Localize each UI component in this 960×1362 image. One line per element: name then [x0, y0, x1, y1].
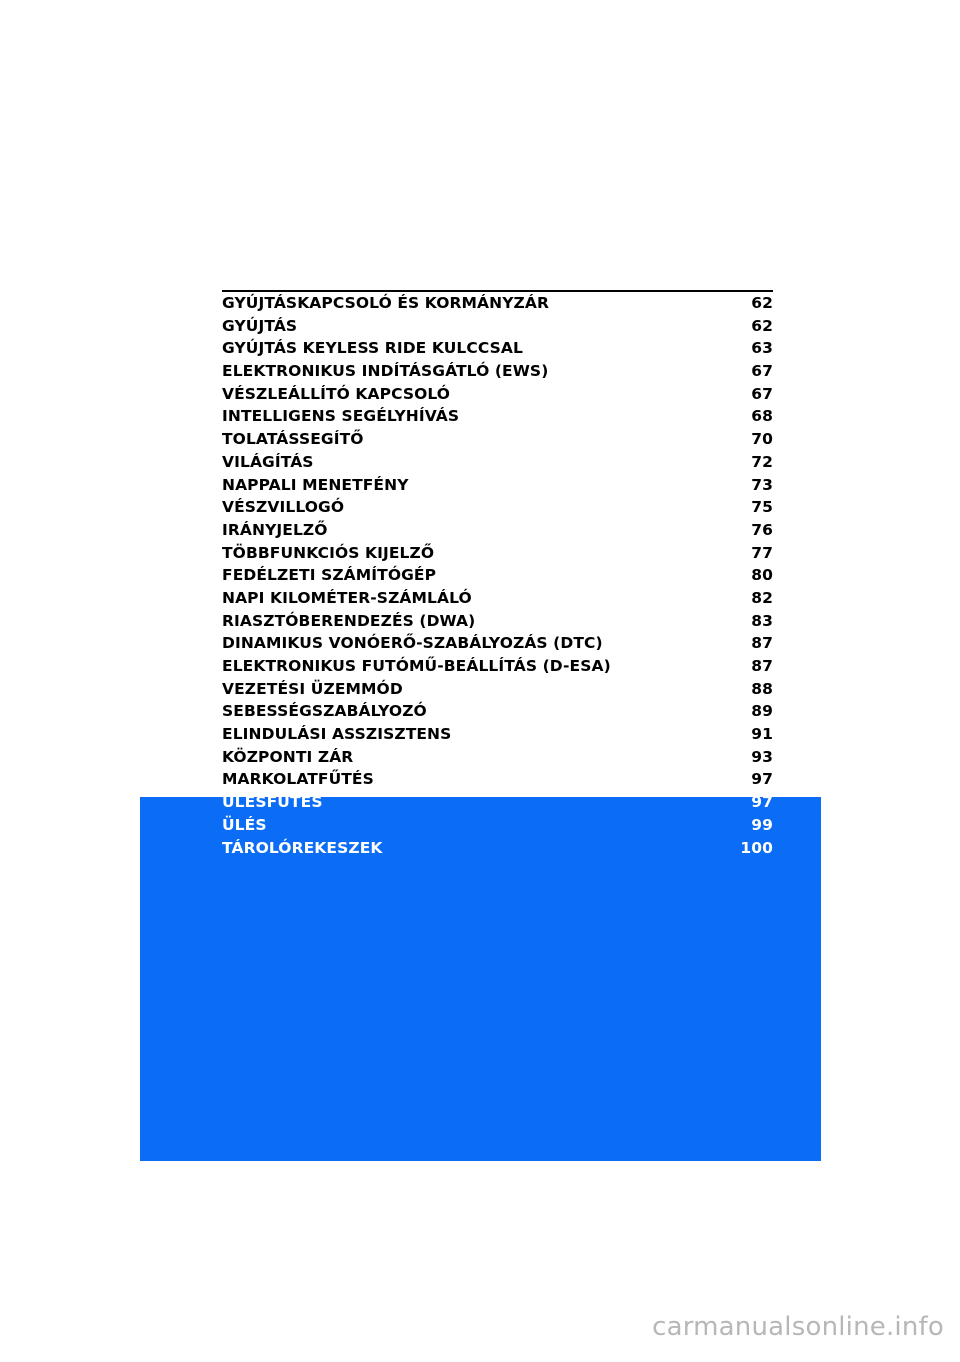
toc-entry[interactable]: [222, 292, 773, 315]
toc-entry-title: DINAMIKUS VONÓERŐ-SZABÁLYOZÁS (DTC): [222, 634, 603, 653]
toc-entry-page: 63: [751, 339, 773, 358]
toc-entry-title: ELEKTRONIKUS INDÍTÁSGÁTLÓ (EWS): [222, 362, 549, 381]
watermark: carmanualsonline.info: [652, 1312, 944, 1342]
toc-entry-page: 99: [751, 815, 773, 834]
toc-entry[interactable]: [222, 496, 773, 519]
toc-entry-page: 77: [751, 543, 773, 562]
toc-entry[interactable]: [222, 337, 773, 360]
toc-entry[interactable]: [222, 360, 773, 383]
toc-entry-title: VILÁGÍTÁS: [222, 452, 314, 471]
toc-entry[interactable]: [222, 655, 773, 678]
toc-entry-page: 93: [751, 747, 773, 766]
toc-entry[interactable]: [222, 723, 773, 746]
toc-entry-title: ÜLÉSFŰTÉS: [222, 793, 323, 812]
toc-entry-page: 72: [751, 452, 773, 471]
toc-entry-page: 88: [751, 679, 773, 698]
toc-entry[interactable]: [222, 632, 773, 655]
toc-entry-page: 100: [740, 838, 773, 857]
toc-entry[interactable]: [222, 315, 773, 338]
toc-entry-title: ELEKTRONIKUS FUTÓMŰ-BEÁLLÍTÁS (D-ESA): [222, 657, 611, 675]
toc-entry[interactable]: [222, 610, 773, 633]
toc-entry-title: NAPI KILOMÉTER-SZÁMLÁLÓ: [222, 588, 472, 607]
toc-entry-page: 67: [751, 362, 773, 381]
toc-entry[interactable]: [222, 564, 773, 587]
toc-entry-page: 67: [751, 384, 773, 403]
toc-entry-page: 87: [751, 634, 773, 653]
toc-entry-page: 91: [751, 725, 773, 744]
toc-entry[interactable]: [222, 405, 773, 428]
toc-entry-page: 76: [751, 520, 773, 539]
toc-entry-page: 70: [751, 430, 773, 449]
toc-entry-page: 82: [751, 588, 773, 607]
toc-entry-page: 89: [751, 702, 773, 721]
toc-entry-title: IRÁNYJELZŐ: [222, 520, 328, 539]
toc-entry-title: GYÚJTÁSKAPCSOLÓ ÉS KORMÁNYZÁR: [222, 294, 550, 312]
toc-entry-title: FEDÉLZETI SZÁMÍTÓGÉP: [222, 566, 437, 585]
toc-entry-title: VÉSZVILLOGÓ: [222, 498, 345, 517]
toc-entry-page: 75: [751, 498, 773, 517]
toc-entry[interactable]: [222, 700, 773, 723]
toc-entry[interactable]: [222, 383, 773, 406]
toc-entry-title: VÉSZLEÁLLÍTÓ KAPCSOLÓ: [222, 384, 451, 403]
toc-entry-page: 62: [751, 316, 773, 335]
toc-entry-title: ELINDULÁSI ASSZISZTENS: [222, 725, 452, 744]
toc-entry-highlighted[interactable]: [222, 791, 773, 814]
toc-entry-page: 83: [751, 611, 773, 630]
toc-entry-title: SEBESSÉGSZABÁLYOZÓ: [222, 702, 427, 721]
toc-entry-title: ÜLÉS: [222, 815, 267, 834]
toc-entry-title: TÖBBFUNKCIÓS KIJELZŐ: [222, 543, 435, 562]
toc-entry-highlighted[interactable]: [222, 837, 773, 860]
toc-entry-page: 87: [751, 657, 773, 675]
toc-entry[interactable]: [222, 428, 773, 451]
toc-entry[interactable]: [222, 587, 773, 610]
toc-entry-title: RIASZTÓBERENDEZÉS (DWA): [222, 611, 476, 630]
toc-entry[interactable]: [222, 451, 773, 474]
toc-entry-page: 73: [751, 475, 773, 494]
toc-entry-title: KÖZPONTI ZÁR: [222, 747, 354, 766]
toc-entry[interactable]: [222, 519, 773, 542]
toc-entry-title: VEZETÉSI ÜZEMMÓD: [222, 679, 403, 698]
toc-entry[interactable]: [222, 474, 773, 497]
toc-entry-title: NAPPALI MENETFÉNY: [222, 475, 409, 494]
toc-entry-title: TÁROLÓREKESZEK: [222, 838, 383, 857]
toc-entry[interactable]: [222, 746, 773, 769]
toc-entry[interactable]: [222, 678, 773, 701]
toc-entry-title: INTELLIGENS SEGÉLYHÍVÁS: [222, 407, 460, 426]
toc-entry[interactable]: [222, 542, 773, 565]
toc-entry-page: 97: [751, 770, 773, 789]
toc-entry-title: GYÚJTÁS: [222, 316, 298, 335]
toc-entry-page: 68: [751, 407, 773, 426]
toc-entry-highlighted[interactable]: [222, 814, 773, 837]
toc-entry-page: 62: [751, 294, 773, 312]
toc-entry-page: 97: [751, 793, 773, 812]
toc-entry[interactable]: [222, 768, 773, 791]
toc-entry-title: TOLATÁSSEGÍTŐ: [222, 430, 364, 449]
toc-entry-page: 80: [751, 566, 773, 585]
toc-entry-title: GYÚJTÁS KEYLESS RIDE KULCCSAL: [222, 339, 523, 358]
toc-entry-title: MARKOLATFŰTÉS: [222, 770, 374, 789]
table-of-contents: [222, 292, 773, 859]
